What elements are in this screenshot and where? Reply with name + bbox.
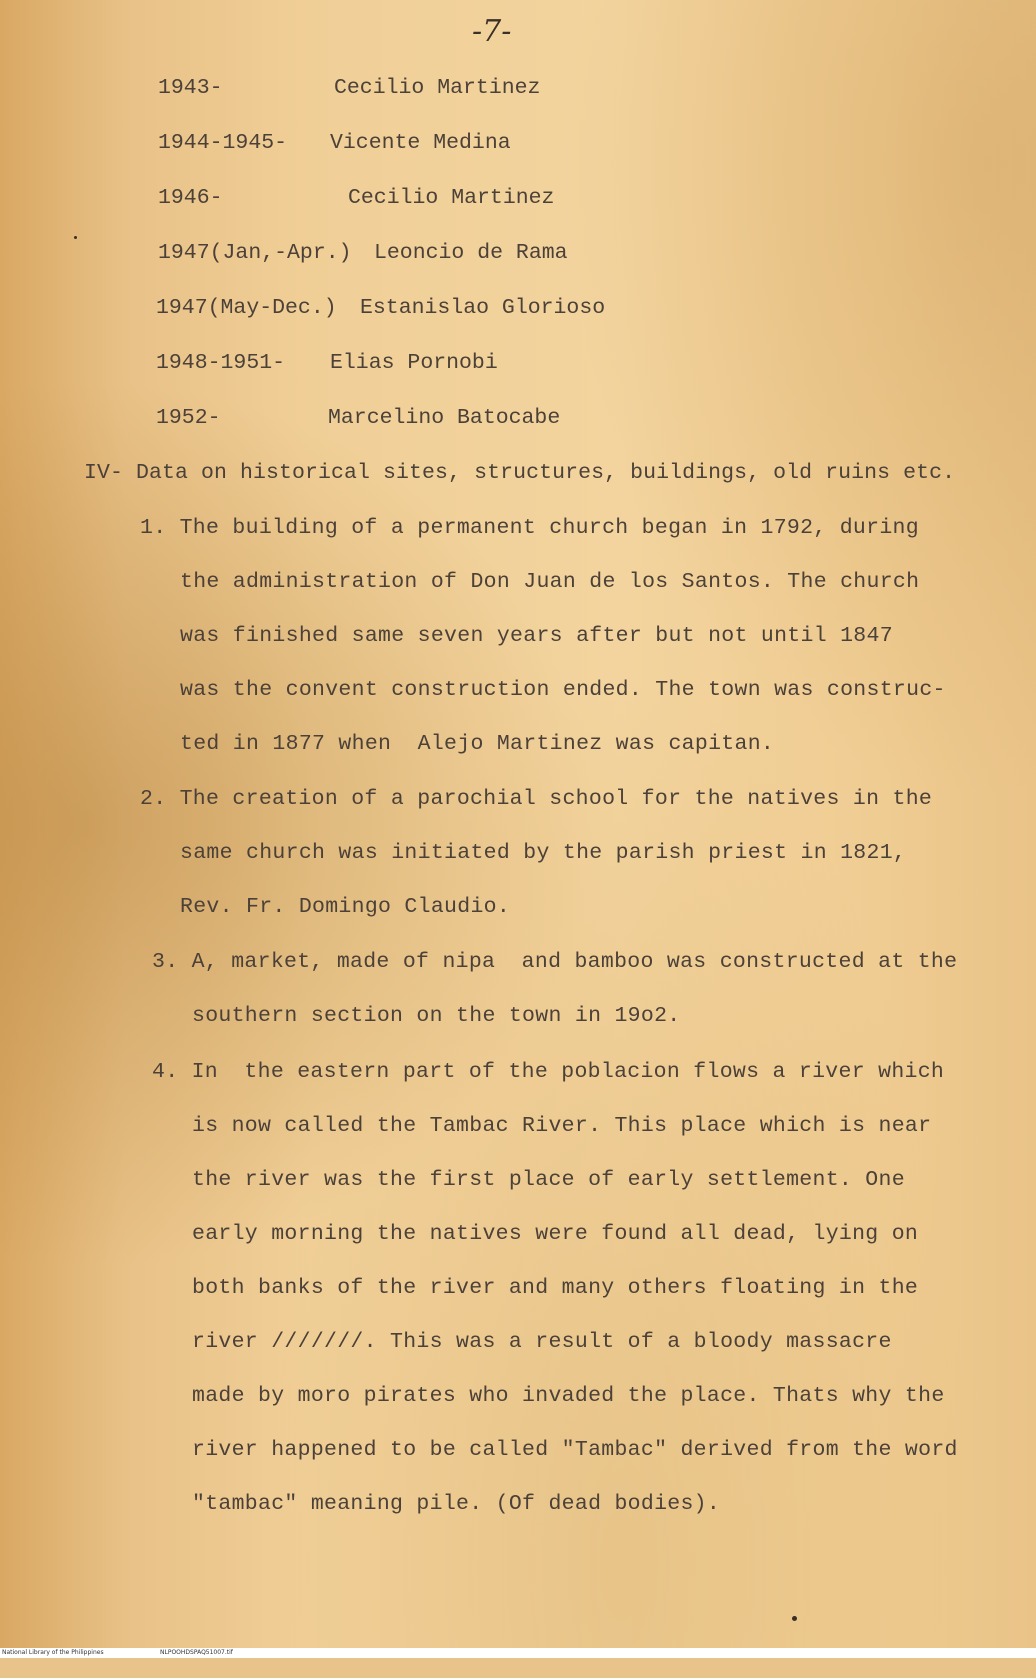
page-number: -7- — [472, 14, 512, 49]
item-line: southern section on the town in 19o2. — [192, 1004, 681, 1028]
official-name: Cecilio Martinez — [334, 76, 541, 100]
item-line: Rev. Fr. Domingo Claudio. — [180, 895, 511, 919]
official-name: Cecilio Martinez — [348, 186, 555, 210]
ink-dot — [792, 1616, 797, 1621]
item-line: 2. The creation of a parochial school for the natives in the — [140, 787, 933, 811]
item-line: the administration of Don Juan de los Santos. The church — [180, 570, 920, 594]
item-line: the river was the first place of early settlement. One — [192, 1168, 905, 1192]
official-year: 1943- — [158, 76, 223, 100]
section-heading: IV- Data on historical sites, structures, buildings, old ruins etc. — [84, 461, 956, 485]
item-line: same church was initiated by the parish priest in 1821, — [180, 841, 907, 865]
item-line: river ///////. This was a result of a bloody massacre — [192, 1330, 892, 1354]
item-line: 3. A, market, made of nipa and bamboo was constructed at the — [152, 950, 958, 974]
official-year: 1944-1945- — [158, 131, 288, 155]
official-name: Marcelino Batocabe — [328, 406, 561, 430]
item-line: "tambac" meaning pile. (Of dead bodies). — [192, 1492, 721, 1516]
item-line: both banks of the river and many others floating in the — [192, 1276, 919, 1300]
official-name: Leoncio de Rama — [374, 241, 568, 265]
official-year: 1946- — [158, 186, 223, 210]
official-name: Elias Pornobi — [330, 351, 498, 375]
item-line: river happened to be called "Tambac" derived from the word — [192, 1438, 958, 1462]
item-line: was the convent construction ended. The town was construc- — [180, 678, 946, 702]
official-name: Estanislao Glorioso — [360, 296, 606, 320]
item-line: ted in 1877 when Alejo Martinez was capitan. — [180, 732, 775, 756]
footer-filename: NLPOOHDSPAQ51007.tif — [160, 1649, 233, 1656]
official-year: 1948-1951- — [156, 351, 286, 375]
ink-dot — [74, 236, 77, 239]
official-year: 1947(May-Dec.) — [156, 296, 337, 320]
item-line: is now called the Tambac River. This place which is near — [192, 1114, 932, 1138]
official-year: 1952- — [156, 406, 221, 430]
item-line: early morning the natives were found all dead, lying on — [192, 1222, 919, 1246]
item-line: was finished same seven years after but not until 1847 — [180, 624, 893, 648]
official-name: Vicente Medina — [330, 131, 511, 155]
official-year: 1947(Jan,-Apr.) — [158, 241, 352, 265]
item-line: made by moro pirates who invaded the place. Thats why the — [192, 1384, 945, 1408]
footer-source: National Library of the Philippines — [2, 1649, 104, 1656]
item-line: 4. In the eastern part of the poblacion flows a river which — [152, 1060, 945, 1084]
scan-footer — [0, 1648, 1036, 1658]
item-line: 1. The building of a permanent church began in 1792, during — [140, 516, 919, 540]
